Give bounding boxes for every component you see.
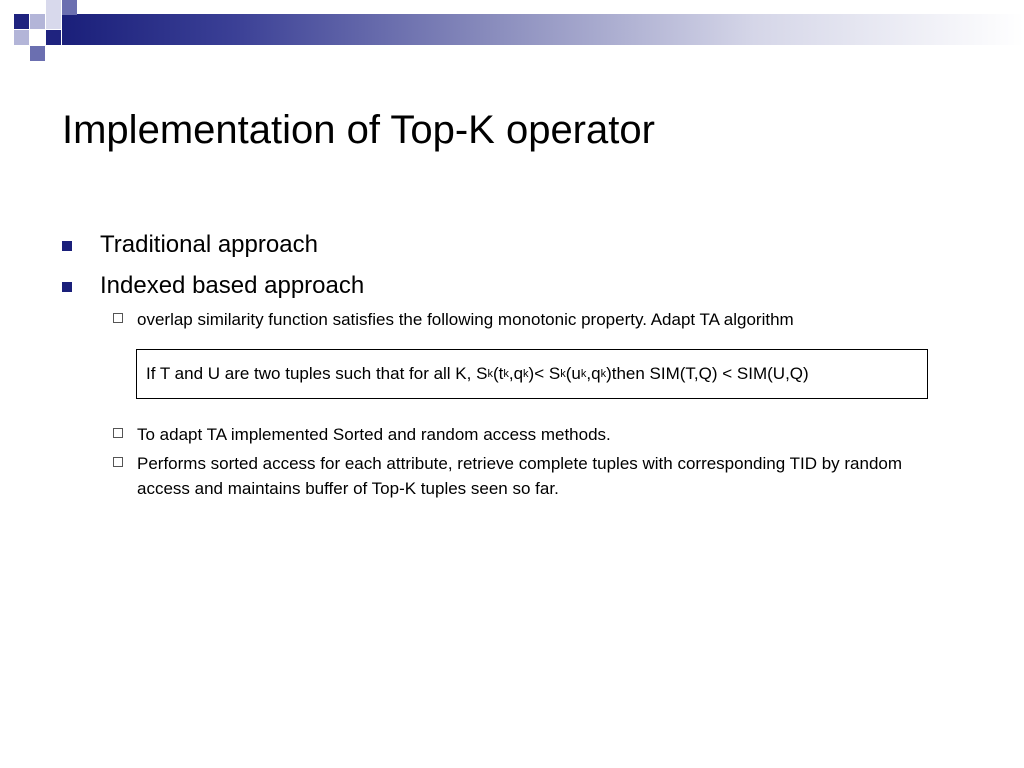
- formula-suffix: then SIM(T,Q) < SIM(U,Q): [611, 364, 809, 383]
- deco-square: [46, 14, 61, 29]
- deco-square: [62, 0, 77, 15]
- deco-square: [14, 30, 29, 45]
- sub-bullet-text: overlap similarity function satisfies the following monotonic property. Adapt TA algorithm: [137, 310, 794, 329]
- header-gradient-bar: [62, 14, 1024, 45]
- sub-bullet-item: [113, 307, 794, 332]
- sub-bullet-text: To adapt TA implemented Sorted and random access methods.: [137, 425, 611, 444]
- formula-var: t: [498, 364, 504, 383]
- formula-var: u: [571, 364, 581, 383]
- formula-box: If T and U are two tuples such that for all K, S k ( t k , q k ) < S k ( u k , q k ) then SIM(T,Q) < SIM(U,Q): [136, 349, 928, 399]
- bullet-item: [62, 270, 364, 302]
- hollow-square-bullet-icon: [113, 313, 123, 323]
- sub-bullet-text: Performs sorted access for each attribute, retrieve complete tuples with corresponding TID by random access and maintains buffer of Top-K tuples seen so far.: [137, 454, 903, 498]
- deco-square: [30, 14, 45, 29]
- formula-prefix: If T and U are two tuples such that for all K, S: [146, 364, 488, 383]
- deco-square: [46, 30, 61, 45]
- hollow-square-bullet-icon: [113, 428, 123, 438]
- formula-var: q: [591, 364, 601, 383]
- sub-bullet-item: [113, 422, 611, 447]
- slide-title: Implementation of Top-K operator: [62, 108, 655, 152]
- header-decoration: [0, 0, 1024, 64]
- deco-square: [46, 0, 61, 15]
- deco-square: [30, 46, 45, 61]
- square-bullet-icon: [62, 241, 72, 251]
- bullet-item: [62, 229, 318, 261]
- formula-var: q: [513, 364, 524, 383]
- bullet-text: Traditional approach: [100, 231, 318, 258]
- hollow-square-bullet-icon: [113, 457, 123, 467]
- bullet-text: Indexed based approach: [100, 272, 365, 299]
- deco-square: [14, 14, 29, 29]
- formula-operator: < S: [534, 364, 561, 383]
- sub-bullet-item: [113, 451, 937, 501]
- square-bullet-icon: [62, 282, 72, 292]
